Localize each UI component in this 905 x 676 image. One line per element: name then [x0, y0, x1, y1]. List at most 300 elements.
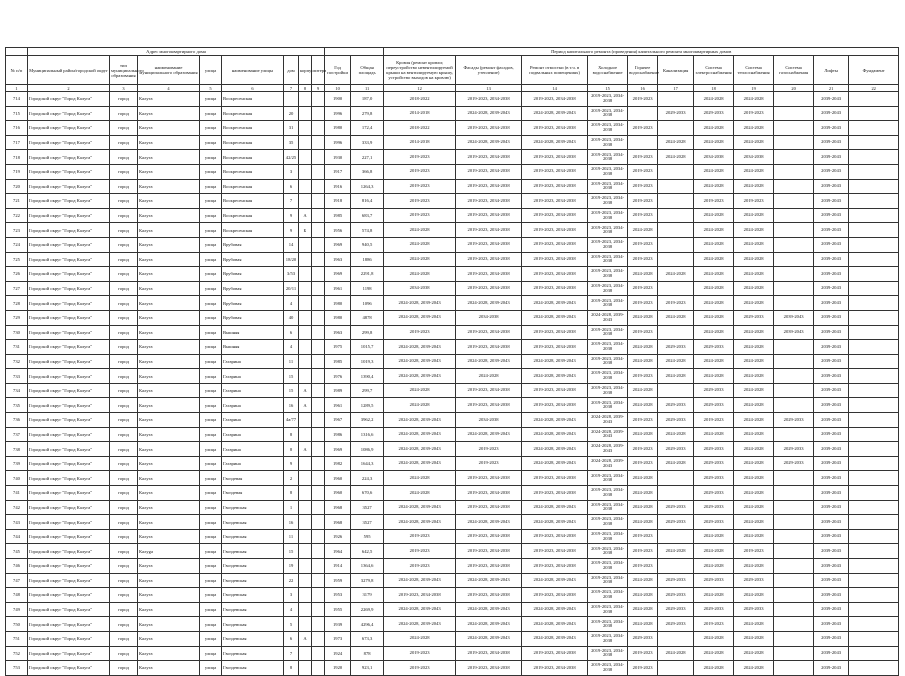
column-header: Горячее водоснабжение — [628, 56, 658, 85]
column-number: 6 — [222, 85, 284, 92]
table-cell: Калуга — [138, 267, 200, 282]
table-cell: 1914 — [325, 559, 351, 574]
table-cell: 2024-2028, 2039-2043 — [456, 515, 522, 530]
table-cell — [312, 310, 325, 325]
table-cell: улица — [200, 442, 222, 457]
table-cell — [312, 500, 325, 515]
table-cell: 9 — [284, 208, 299, 223]
table-cell — [658, 559, 694, 574]
table-cell: 719 — [6, 164, 28, 179]
table-cell: Воскресенская — [222, 179, 284, 194]
table-cell: 2019-2023, 2034-2038 — [456, 223, 522, 238]
column-number: 3 — [110, 85, 138, 92]
table-cell — [312, 486, 325, 501]
column-number: 13 — [456, 85, 522, 92]
table-cell: 595 — [351, 529, 384, 544]
table-cell: 2024-2028, 2039-2043 — [456, 427, 522, 442]
table-cell — [774, 194, 814, 209]
table-cell: 1980 — [325, 121, 351, 136]
table-cell: 2019-2023, 2034-2038 — [588, 340, 628, 355]
table-row — [6, 92, 899, 107]
table-cell: 2029-2033 — [734, 310, 774, 325]
table-cell: 1989 — [325, 383, 351, 398]
table-cell: 2019-2023 — [734, 544, 774, 559]
table-cell: 2024-2028, 2039-2043 — [456, 296, 522, 311]
table-cell: 2039-2043 — [774, 325, 814, 340]
table-cell: город — [110, 617, 138, 632]
table-cell: 2024-2028 — [628, 340, 658, 355]
table-cell: 279,8 — [351, 106, 384, 121]
table-cell: 8 — [284, 661, 299, 676]
table-cell: 18/20 — [284, 252, 299, 267]
table-cell: Калуга — [138, 296, 200, 311]
table-cell: 2024-2028 — [658, 456, 694, 471]
table-cell: 2024-2028 — [734, 588, 774, 603]
table-cell: 2024-2028 — [628, 398, 658, 413]
table-cell: улица — [200, 267, 222, 282]
table-cell: город — [110, 529, 138, 544]
table-row — [6, 106, 899, 121]
table-cell: Городской округ "Город Калуга" — [28, 588, 110, 603]
table-cell — [299, 413, 312, 428]
table-cell: Городской округ "Город Калуга" — [28, 281, 110, 296]
table-cell: 2039-2043 — [814, 631, 849, 646]
table-cell: 2019-2023, 2034-2038 — [588, 92, 628, 107]
table-cell: 2019-2023 — [384, 150, 456, 165]
table-cell: 1980 — [325, 296, 351, 311]
table-cell: Врубовая — [222, 296, 284, 311]
table-cell — [658, 179, 694, 194]
table-cell: улица — [200, 325, 222, 340]
table-cell: Калуга — [138, 150, 200, 165]
table-row — [6, 310, 899, 325]
table-row — [6, 223, 899, 238]
table-cell: 2024-2028 — [628, 223, 658, 238]
table-cell: 3179 — [351, 588, 384, 603]
table-cell: 1976 — [325, 369, 351, 384]
table-cell: 2019-2023 — [628, 281, 658, 296]
table-cell: улица — [200, 296, 222, 311]
table-cell: 642,5 — [351, 544, 384, 559]
table-cell: 2024-2028 — [734, 456, 774, 471]
column-number: 19 — [734, 85, 774, 92]
table-cell: 2024-2028 — [628, 573, 658, 588]
table-cell — [849, 602, 899, 617]
table-cell: 2039-2043 — [814, 179, 849, 194]
table-cell — [299, 573, 312, 588]
table-cell: 2039-2043 — [814, 486, 849, 501]
table-cell — [658, 252, 694, 267]
table-cell — [299, 369, 312, 384]
table-row — [6, 237, 899, 252]
table-cell: 728 — [6, 296, 28, 311]
table-cell: 2024-2028 — [694, 325, 734, 340]
table-cell: 7 — [284, 646, 299, 661]
table-cell: 740 — [6, 471, 28, 486]
table-cell: 2024-2028, 2039-2043 — [384, 515, 456, 530]
table-cell: 2039-2043 — [814, 456, 849, 471]
table-cell: Калуга — [138, 194, 200, 209]
table-cell: 2019-2023 — [384, 208, 456, 223]
table-cell: 1918 — [325, 194, 351, 209]
table-cell: 2029-2033 — [694, 340, 734, 355]
table-cell: 2029-2033 — [658, 413, 694, 428]
table-cell: 2019-2023 — [628, 237, 658, 252]
table-row — [6, 340, 899, 355]
table-cell: 752 — [6, 646, 28, 661]
column-header: дом — [284, 56, 299, 85]
table-cell — [299, 617, 312, 632]
column-number: 17 — [658, 85, 694, 92]
table-cell: Гагарина — [222, 427, 284, 442]
table-cell: 2019-2023 — [628, 661, 658, 676]
table-row — [6, 135, 899, 150]
table-cell: 2039-2043 — [814, 588, 849, 603]
table-cell: 2024-2028 — [694, 661, 734, 676]
table-cell: Городской округ "Город Калуга" — [28, 661, 110, 676]
table-cell: 2019-2023, 2034-2038 — [522, 121, 588, 136]
table-cell: 9 — [284, 456, 299, 471]
table-cell: Калуга — [138, 559, 200, 574]
table-cell: 2019-2023, 2034-2038 — [588, 252, 628, 267]
table-cell: 2039-2043 — [814, 223, 849, 238]
table-cell: 11 — [284, 354, 299, 369]
table-cell — [312, 106, 325, 121]
table-cell: улица — [200, 427, 222, 442]
table-cell — [658, 164, 694, 179]
table-cell — [849, 500, 899, 515]
table-cell: улица — [200, 164, 222, 179]
table-cell — [299, 194, 312, 209]
table-cell: 2029-2033 — [734, 602, 774, 617]
table-cell — [774, 340, 814, 355]
table-cell: 2024-2028 — [734, 267, 774, 282]
table-cell: 742 — [6, 500, 28, 515]
table-cell: 2024-2028 — [734, 617, 774, 632]
table-cell: 2024-2028, 2039-2043 — [384, 413, 456, 428]
table-cell: 6 — [284, 325, 299, 340]
table-cell: 1019,3 — [351, 354, 384, 369]
table-row — [6, 267, 899, 282]
table-cell: улица — [200, 456, 222, 471]
column-number: 2 — [28, 85, 110, 92]
table-cell — [774, 106, 814, 121]
table-cell: 2024-2028 — [694, 223, 734, 238]
table-cell: 1961 — [325, 398, 351, 413]
table-cell: 1996 — [325, 106, 351, 121]
table-cell — [849, 456, 899, 471]
table-cell: Городской округ "Город Калуга" — [28, 617, 110, 632]
table-cell — [774, 383, 814, 398]
table-cell — [299, 544, 312, 559]
table-cell: Калуга — [138, 500, 200, 515]
table-cell: 574,8 — [351, 223, 384, 238]
table-cell: 1960 — [325, 471, 351, 486]
table-cell — [849, 588, 899, 603]
table-cell: 2039-2043 — [814, 296, 849, 311]
table-cell: 2019-2023, 2034-2038 — [456, 588, 522, 603]
table-cell: Калуга — [138, 92, 200, 107]
table-cell: 2024-2028, 2039-2043 — [384, 500, 456, 515]
table-cell: 2019-2023, 2034-2038 — [588, 646, 628, 661]
table-cell: 2019-2023, 2034-2038 — [588, 602, 628, 617]
table-cell: 2024-2028, 2039-2043 — [456, 106, 522, 121]
table-cell: Калуга — [138, 383, 200, 398]
table-cell — [849, 267, 899, 282]
table-cell: 2019-2023, 2034-2038 — [456, 398, 522, 413]
column-number: 4 — [138, 85, 200, 92]
table-cell: 2039-2043 — [814, 573, 849, 588]
table-cell: 2019-2023 — [384, 529, 456, 544]
table-cell: 2029-2033 — [628, 631, 658, 646]
table-cell: 2024-2028 — [384, 631, 456, 646]
table-cell: город — [110, 325, 138, 340]
table-cell: 2018-2022 — [384, 92, 456, 107]
table-cell: 2019-2023 — [384, 164, 456, 179]
table-cell — [299, 559, 312, 574]
table-cell: 2029-2033 — [658, 398, 694, 413]
table-cell — [849, 661, 899, 676]
table-cell — [299, 281, 312, 296]
table-cell: Калуга — [138, 252, 200, 267]
table-cell: 2024-2028 — [734, 413, 774, 428]
table-cell — [312, 515, 325, 530]
table-cell: Городской округ "Город Калуга" — [28, 529, 110, 544]
table-cell: Гвоздевская — [222, 500, 284, 515]
table-row — [6, 281, 899, 296]
table-cell — [312, 413, 325, 428]
table-cell: 2019-2023, 2034-2038 — [522, 398, 588, 413]
table-cell: 2039-2043 — [814, 500, 849, 515]
column-number: 15 — [588, 85, 628, 92]
table-cell — [658, 325, 694, 340]
table-cell: 2019-2023, 2034-2038 — [456, 179, 522, 194]
table-cell: 2029-2033 — [658, 617, 694, 632]
table-row — [6, 398, 899, 413]
table-cell: Калуга — [138, 164, 200, 179]
table-cell: 4 — [284, 602, 299, 617]
table-cell: 2024-2028 — [734, 281, 774, 296]
table-cell — [658, 121, 694, 136]
table-cell: 2024-2028 — [734, 325, 774, 340]
table-cell: 2019-2023, 2034-2038 — [456, 237, 522, 252]
table-cell: 2024-2028 — [734, 354, 774, 369]
table-cell: 2019-2023, 2034-2038 — [522, 325, 588, 340]
table-cell: 2019-2023 — [628, 646, 658, 661]
table-cell: 2029-2033 — [658, 340, 694, 355]
table-cell: 2019-2023, 2034-2038 — [456, 559, 522, 574]
table-cell: 739 — [6, 456, 28, 471]
table-cell — [774, 92, 814, 107]
table-cell: 1900 — [325, 92, 351, 107]
table-cell: 2019-2023, 2034-2038 — [588, 559, 628, 574]
table-cell: 2034-2038 — [734, 150, 774, 165]
table-cell: 1982 — [325, 456, 351, 471]
table-cell: 2019-2023, 2034-2038 — [588, 179, 628, 194]
table-cell: 16 — [284, 515, 299, 530]
table-cell: Городской округ "Город Калуга" — [28, 515, 110, 530]
table-cell: 2019-2023, 2034-2038 — [456, 383, 522, 398]
table-cell — [774, 281, 814, 296]
table-cell: Городской округ "Город Калуга" — [28, 92, 110, 107]
table-cell: 2019-2023, 2034-2038 — [522, 340, 588, 355]
column-header: литера — [312, 56, 325, 85]
table-cell: 2024-2028, 2039-2043 — [456, 135, 522, 150]
table-cell: улица — [200, 135, 222, 150]
table-cell — [312, 573, 325, 588]
table-cell: Гвоздевая — [222, 471, 284, 486]
table-cell: 2039-2043 — [814, 559, 849, 574]
table-cell — [849, 106, 899, 121]
table-cell: 3962,2 — [351, 413, 384, 428]
table-cell — [658, 383, 694, 398]
column-number: 14 — [522, 85, 588, 92]
table-cell: 2024-2028 — [734, 164, 774, 179]
table-cell: 2024-2028, 2039-2043 — [522, 354, 588, 369]
table-cell: Городской округ "Город Калуга" — [28, 646, 110, 661]
table-cell: А — [299, 398, 312, 413]
table-cell — [628, 135, 658, 150]
table-row — [6, 208, 899, 223]
table-cell — [312, 456, 325, 471]
table-row — [6, 559, 899, 574]
table-cell: 738 — [6, 442, 28, 457]
table-cell: 2019-2023 — [384, 661, 456, 676]
table-cell: 2029-2033 — [694, 515, 734, 530]
table-cell: 2019-2023 — [628, 296, 658, 311]
table-cell: 2024-2028 — [628, 588, 658, 603]
table-cell — [312, 354, 325, 369]
table-cell: Калуга — [138, 573, 200, 588]
group-header-row — [6, 48, 899, 56]
table-cell — [849, 340, 899, 355]
table-cell: Калуга — [138, 354, 200, 369]
table-cell: 2024-2028 — [734, 427, 774, 442]
table-cell: 735 — [6, 398, 28, 413]
table-cell: улица — [200, 252, 222, 267]
table-cell — [312, 588, 325, 603]
table-cell: 2029-2033 — [774, 442, 814, 457]
table-cell: 2024-2028 — [734, 340, 774, 355]
table-cell: 2019-2023, 2034-2038 — [384, 588, 456, 603]
table-cell — [849, 573, 899, 588]
column-number: 12 — [384, 85, 456, 92]
table-row — [6, 413, 899, 428]
table-cell: город — [110, 471, 138, 486]
table-cell: 744 — [6, 529, 28, 544]
table-cell: Городской округ "Город Калуга" — [28, 267, 110, 282]
table-cell: улица — [200, 179, 222, 194]
table-cell: 2029-2033 — [774, 456, 814, 471]
table-cell: город — [110, 661, 138, 676]
table-cell: улица — [200, 208, 222, 223]
table-cell — [312, 529, 325, 544]
table-cell: 2019-2023 — [628, 150, 658, 165]
table-cell: 2019-2023 — [694, 413, 734, 428]
table-row — [6, 529, 899, 544]
table-cell — [849, 208, 899, 223]
table-cell: улица — [200, 150, 222, 165]
table-cell: улица — [200, 471, 222, 486]
table-cell — [299, 252, 312, 267]
column-header: корпус — [299, 56, 312, 85]
table-cell: А — [299, 208, 312, 223]
table-cell: 730 — [6, 325, 28, 340]
table-cell — [312, 179, 325, 194]
table-cell — [299, 310, 312, 325]
table-cell: улица — [200, 486, 222, 501]
table-cell — [849, 194, 899, 209]
table-cell: 2039-2043 — [814, 529, 849, 544]
table-cell: 31 — [284, 121, 299, 136]
table-cell: 1390,4 — [351, 369, 384, 384]
table-cell: 724 — [6, 237, 28, 252]
table-cell: 673,3 — [351, 631, 384, 646]
table-cell: 2024-2028 — [734, 398, 774, 413]
table-cell: 2019-2023 — [628, 442, 658, 457]
table-cell: 2019-2023, 2034-2038 — [588, 354, 628, 369]
table-cell: 2024-2028 — [734, 179, 774, 194]
table-cell: 2024-2028, 2039-2043 — [588, 456, 628, 471]
table-cell: Калуга — [138, 281, 200, 296]
table-cell: 2024-2028 — [734, 121, 774, 136]
table-cell: 2029-2033 — [734, 573, 774, 588]
table-cell: 2039-2043 — [814, 427, 849, 442]
table-cell: город — [110, 383, 138, 398]
table-cell — [658, 661, 694, 676]
table-cell: Калуга — [138, 602, 200, 617]
table-row — [6, 442, 899, 457]
table-cell: 2019-2023 — [456, 442, 522, 457]
table-cell: 2 — [284, 471, 299, 486]
table-cell: 1953 — [325, 588, 351, 603]
table-cell: Гвоздевская — [222, 573, 284, 588]
table-cell: 2024-2028, 2039-2043 — [384, 354, 456, 369]
table-row — [6, 588, 899, 603]
table-cell: Калуга — [138, 661, 200, 676]
table-cell: 6 — [284, 179, 299, 194]
table-cell: Воскресенская — [222, 92, 284, 107]
table-cell: 715 — [6, 106, 28, 121]
table-cell: Городской округ "Город Калуга" — [28, 164, 110, 179]
table-cell: Гвоздевская — [222, 646, 284, 661]
table-cell: Городской округ "Город Калуга" — [28, 471, 110, 486]
table-cell: 2039-2043 — [774, 310, 814, 325]
table-cell: 2024-2028 — [694, 237, 734, 252]
table-cell: 2039-2043 — [814, 164, 849, 179]
table-cell: 940,5 — [351, 237, 384, 252]
table-cell — [299, 456, 312, 471]
table-cell: Городской округ "Город Калуга" — [28, 150, 110, 165]
column-number: 10 — [325, 85, 351, 92]
capital-repair-table — [5, 47, 899, 676]
table-cell: 2039-2043 — [814, 237, 849, 252]
table-cell — [299, 646, 312, 661]
table-cell: 20 — [284, 106, 299, 121]
column-header: Ремонт отмостки (в т.ч. в подвальных помещениях) — [522, 56, 588, 85]
table-cell: 2034-2038 — [456, 413, 522, 428]
table-cell — [299, 92, 312, 107]
table-cell: 2019-2023, 2034-2038 — [588, 529, 628, 544]
table-cell: 2024-2028 — [694, 427, 734, 442]
table-cell — [312, 602, 325, 617]
table-cell: Вышняя — [222, 340, 284, 355]
table-cell: 1198 — [351, 281, 384, 296]
table-cell: 732 — [6, 354, 28, 369]
table-cell: 2024-2028 — [658, 369, 694, 384]
table-cell — [299, 354, 312, 369]
table-cell: 2024-2028 — [658, 354, 694, 369]
